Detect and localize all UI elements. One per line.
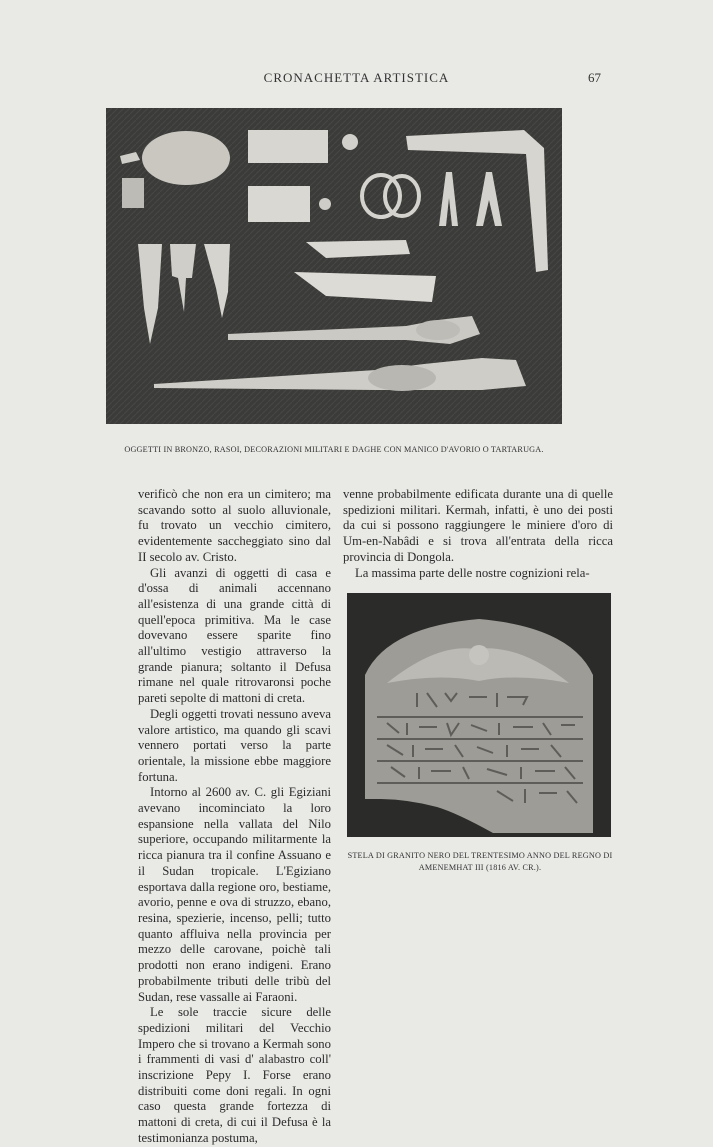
figure1-caption: OGGETTI IN BRONZO, RASOI, DECORAZIONI MILITARI E DAGHE CON MANICO D'AVORIO O TARTARUGA. [124,445,544,454]
bronze-fragment [122,178,144,208]
left-paragraph-2: Gli avanzi di oggetti di casa e d'ossa di animali accennano all'esistenza di una grande città di quell'epoca primitiva. Ma le case dovevano essere sparite fino all'ultimo vestigio attraverso la grande pianura; soltanto il Defusa rimane nel quale ritrovaronsi poche pareti sepolte di mattoni di creta. [138,565,331,706]
bronze-plaque-2 [248,186,310,222]
bronze-spoon [142,131,230,185]
right-paragraph-1: venne probabilmente edificata durante una di quelle spedizioni militari. Kermah, infatti, è uno dei posti da cui si possono raggiungere le miniere d'oro di Um-en-Nabâdi e si trova all'entrata della ricca provincia di Dongola. [343,487,613,564]
right-column [343,487,613,581]
left-paragraph-3: Degli oggetti trovati nessuno aveva valore artistico, ma quando gli scavi vennero portati verso la parte orientale, la missione ebbe maggiore fortuna. [138,706,331,784]
photo-bronze-objects [106,108,562,424]
figure2-caption: STELA DI GRANITO NERO DEL TRENTESIMO ANNO DEL REGNO DI AMENEMHAT III (1816 AV. CR.). [347,851,613,872]
left-paragraph-5: Le sole traccie sicure delle spedizioni militari del Vecchio Impero che si trovano a Kermah sono i frammenti di vasi d' alabastro coll' inscrizione Pepy I. Forse erano distribuiti come doni regali. In ogni caso questa grande fortezza di mattoni di creta, di cui il Defusa è la testimonianza postuma, [138,1005,331,1145]
left-paragraph-1: verificò che non era un cimitero; ma scavando sotto al suolo alluvionale, fu trovato un vecchio cimitero, evidentemente saccheggiato sino dal II secolo av. Cristo. [138,487,331,564]
photo-granite-stela [347,593,611,837]
running-title: CRONACHETTA ARTISTICA [263,70,450,85]
right-paragraph-2: La massima parte delle nostre cognizioni rela- [355,565,590,580]
left-column [138,487,331,1147]
bronze-plaque-1 [248,130,328,163]
page-number: 67 [588,70,601,85]
left-paragraph-4: Intorno al 2600 av. C. gli Egiziani avevano incominciato la loro espansione nella vallata del Nilo superiore, occupando militarmente la ricca pianura tra il confine Assuano e il Sudan tropicale. L'Egiziano esportava dalla regione oro, bestiame, avorio, penne e ova di struzzo, ebano, resina, spezierie, incenso, pelli; tutto quanto affluiva nella provincia per mezzo delle carovane, poichè tali prodotti non erano indigeni. Erano probabilmente tributi delle tribù del Sudan, rese vassalle ai Faraoni. [138,785,331,1004]
